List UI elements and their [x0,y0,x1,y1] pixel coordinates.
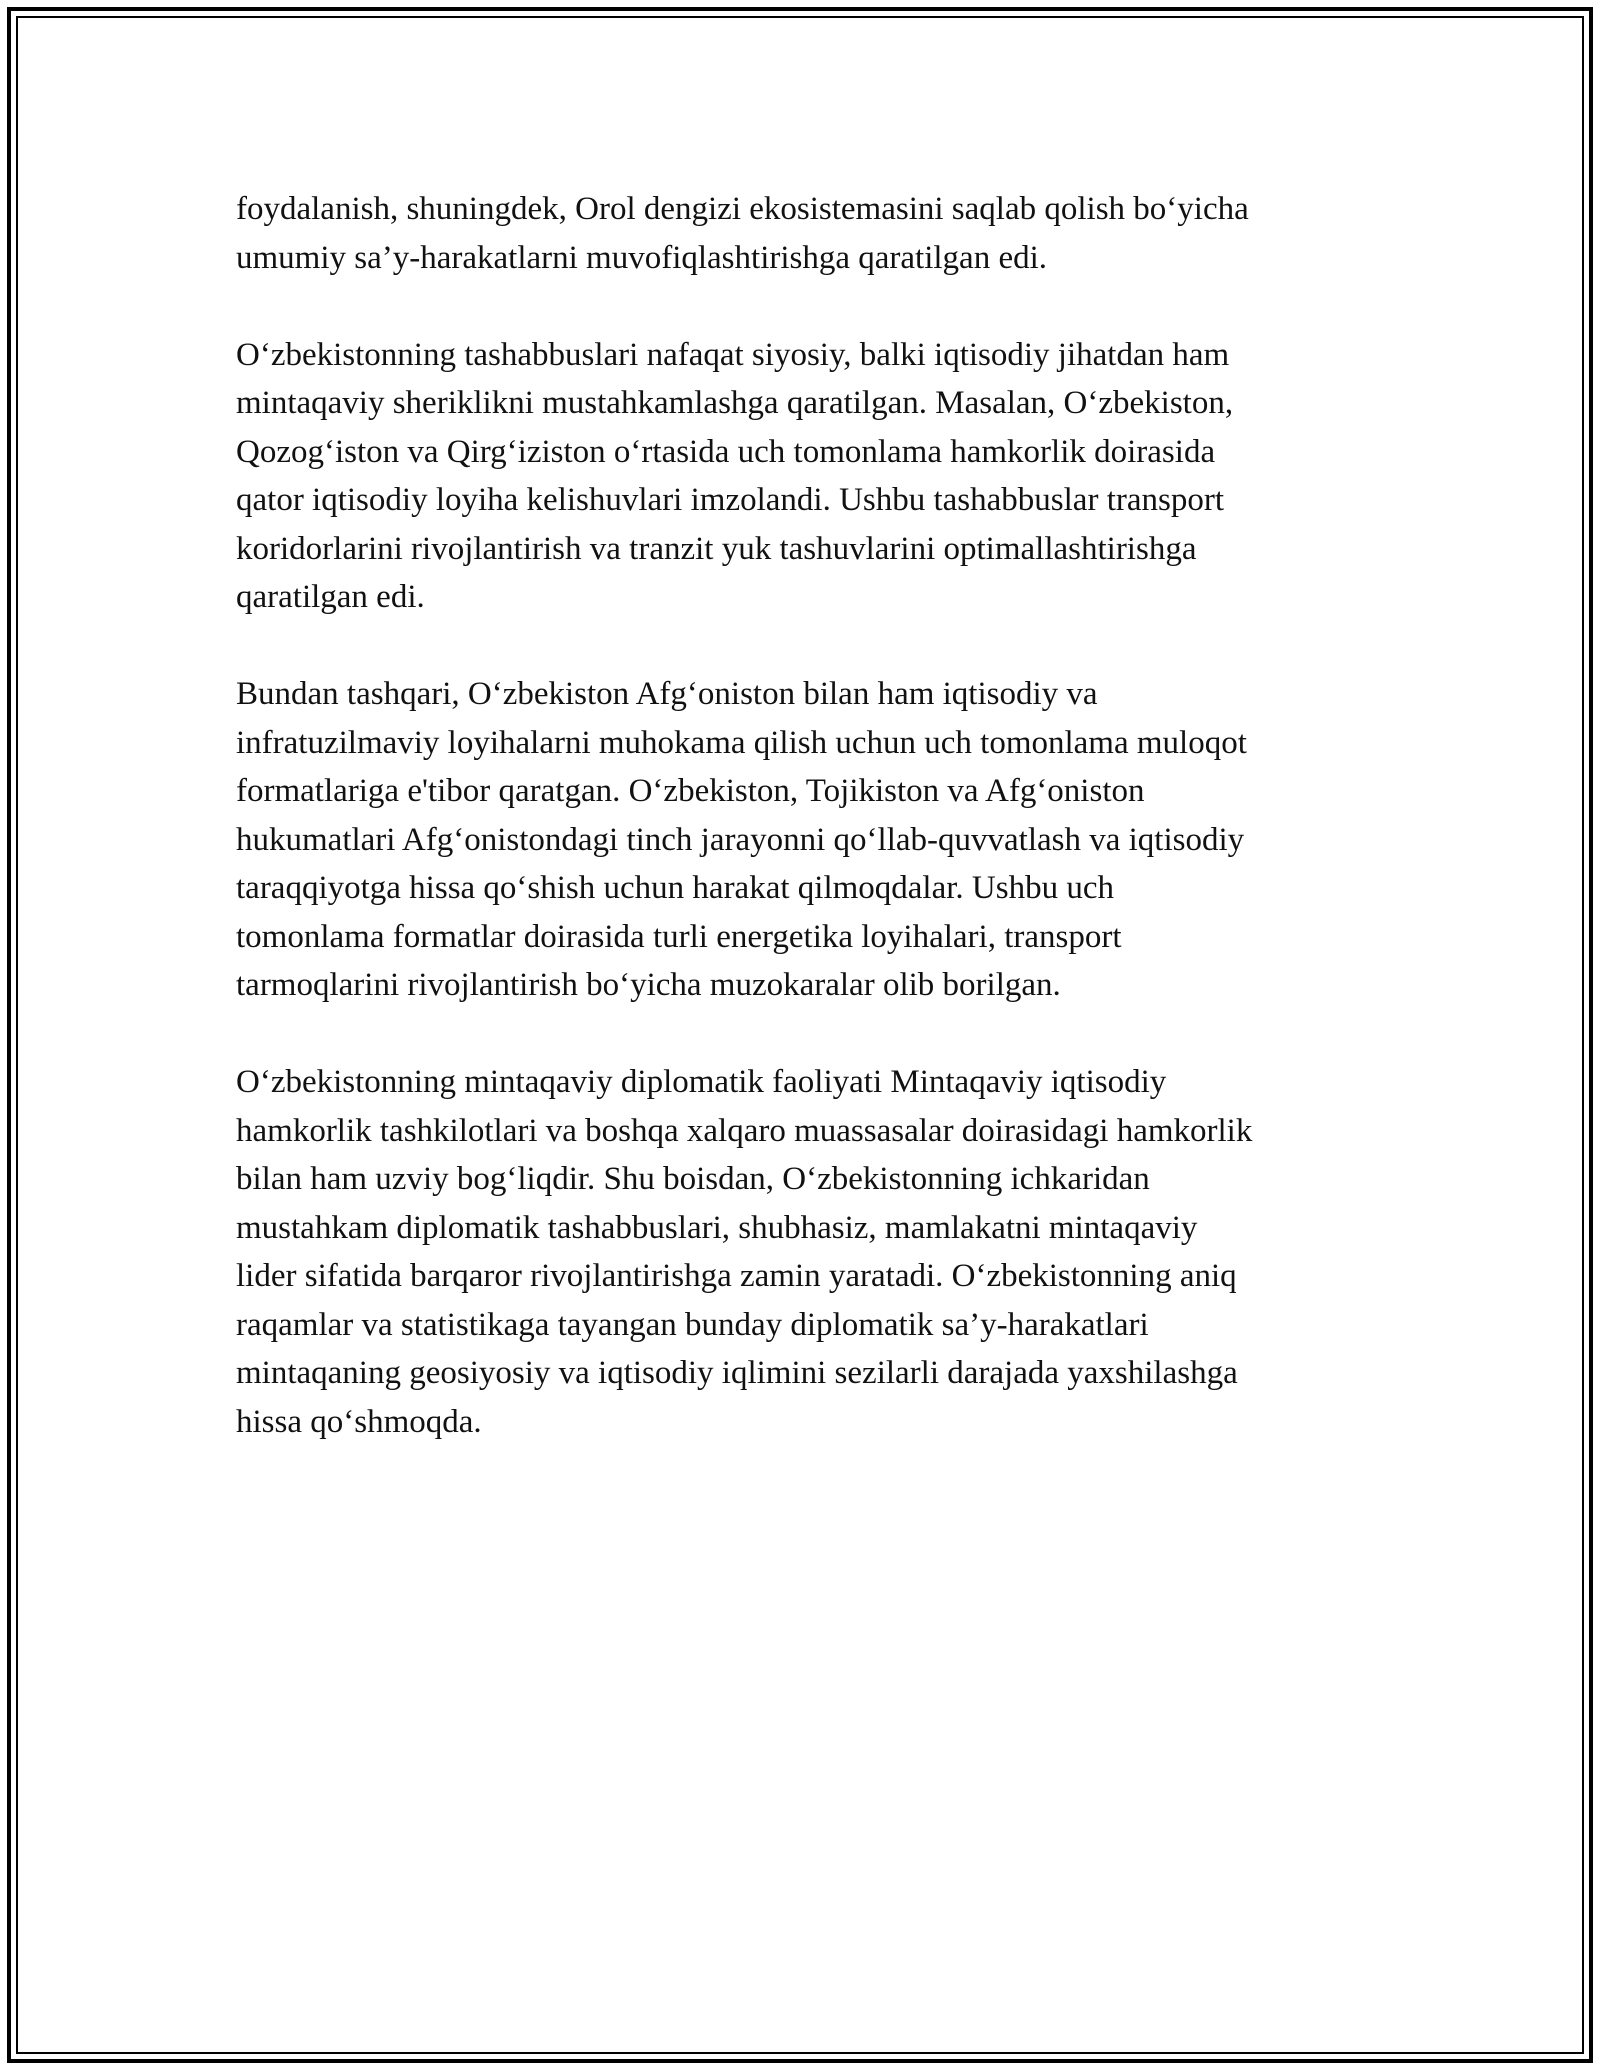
paragraph: O‘zbekistonning tashabbuslari nafaqat siyosiy, balki iqtisodiy jihatdan ham mintaqaviy sheriklikni mustahkamlashga qaratilgan. Masalan, O‘zbekiston, Qozog‘iston va Qirg‘iziston o‘rtasida uch tomonlama hamkorlik doirasida qator iqtisodiy loyiha kelishuvlari imzolandi. Ushbu tashabbuslar transport koridorlarini rivojlantirish va tranzit yuk tashuvlarini optimallashtirishga qaratilgan edi. [236,336,1234,615]
document-body [236,185,1376,1495]
paragraph: foydalanish, shuningdek, Orol dengizi ekosistemasini saqlab qolish bo‘yicha umumiy sa’y-harakatlarni muvofiqlashtirishga qaratilgan edi. [236,191,1249,276]
paragraph: O‘zbekistonning mintaqaviy diplomatik faoliyati Mintaqaviy iqtisodiy hamkorlik tashkilotlari va boshqa xalqaro muassasalar doirasidagi hamkorlik bilan ham uzviy bog‘liqdir. Shu boisdan, O‘zbekistonning ichkaridan mustahkam diplomatik tashabbuslari, shubhasiz, mamlakatni mintaqaviy lider sifatida barqaror rivojlantirishga zamin yaratadi. O‘zbekistonning aniq raqamlar va statistikaga tayangan bunday diplomatik sa’y-harakatlari mintaqaning geosiyosiy va iqtisodiy iqlimini sezilarli darajada yaxshilashga hissa qo‘shmoqda. [236,1064,1253,1440]
paragraph: Bundan tashqari, O‘zbekiston Afg‘oniston bilan ham iqtisodiy va infratuzilmaviy loyihalarni muhokama qilish uchun uch tomonlama muloqot formatlariga e'tibor qaratgan. O‘zbekiston, Tojikiston va Afg‘oniston hukumatlari Afg‘onistondagi tinch jarayonni qo‘llab-quvvatlash va iqtisodiy taraqqiyotga hissa qo‘shish uchun harakat qilmoqdalar. Ushbu uch tomonlama formatlar doirasida turli energetika loyihalari, transport tarmoqlarini rivojlantirish bo‘yicha muzokaralar olib borilgan. [236,676,1247,1003]
